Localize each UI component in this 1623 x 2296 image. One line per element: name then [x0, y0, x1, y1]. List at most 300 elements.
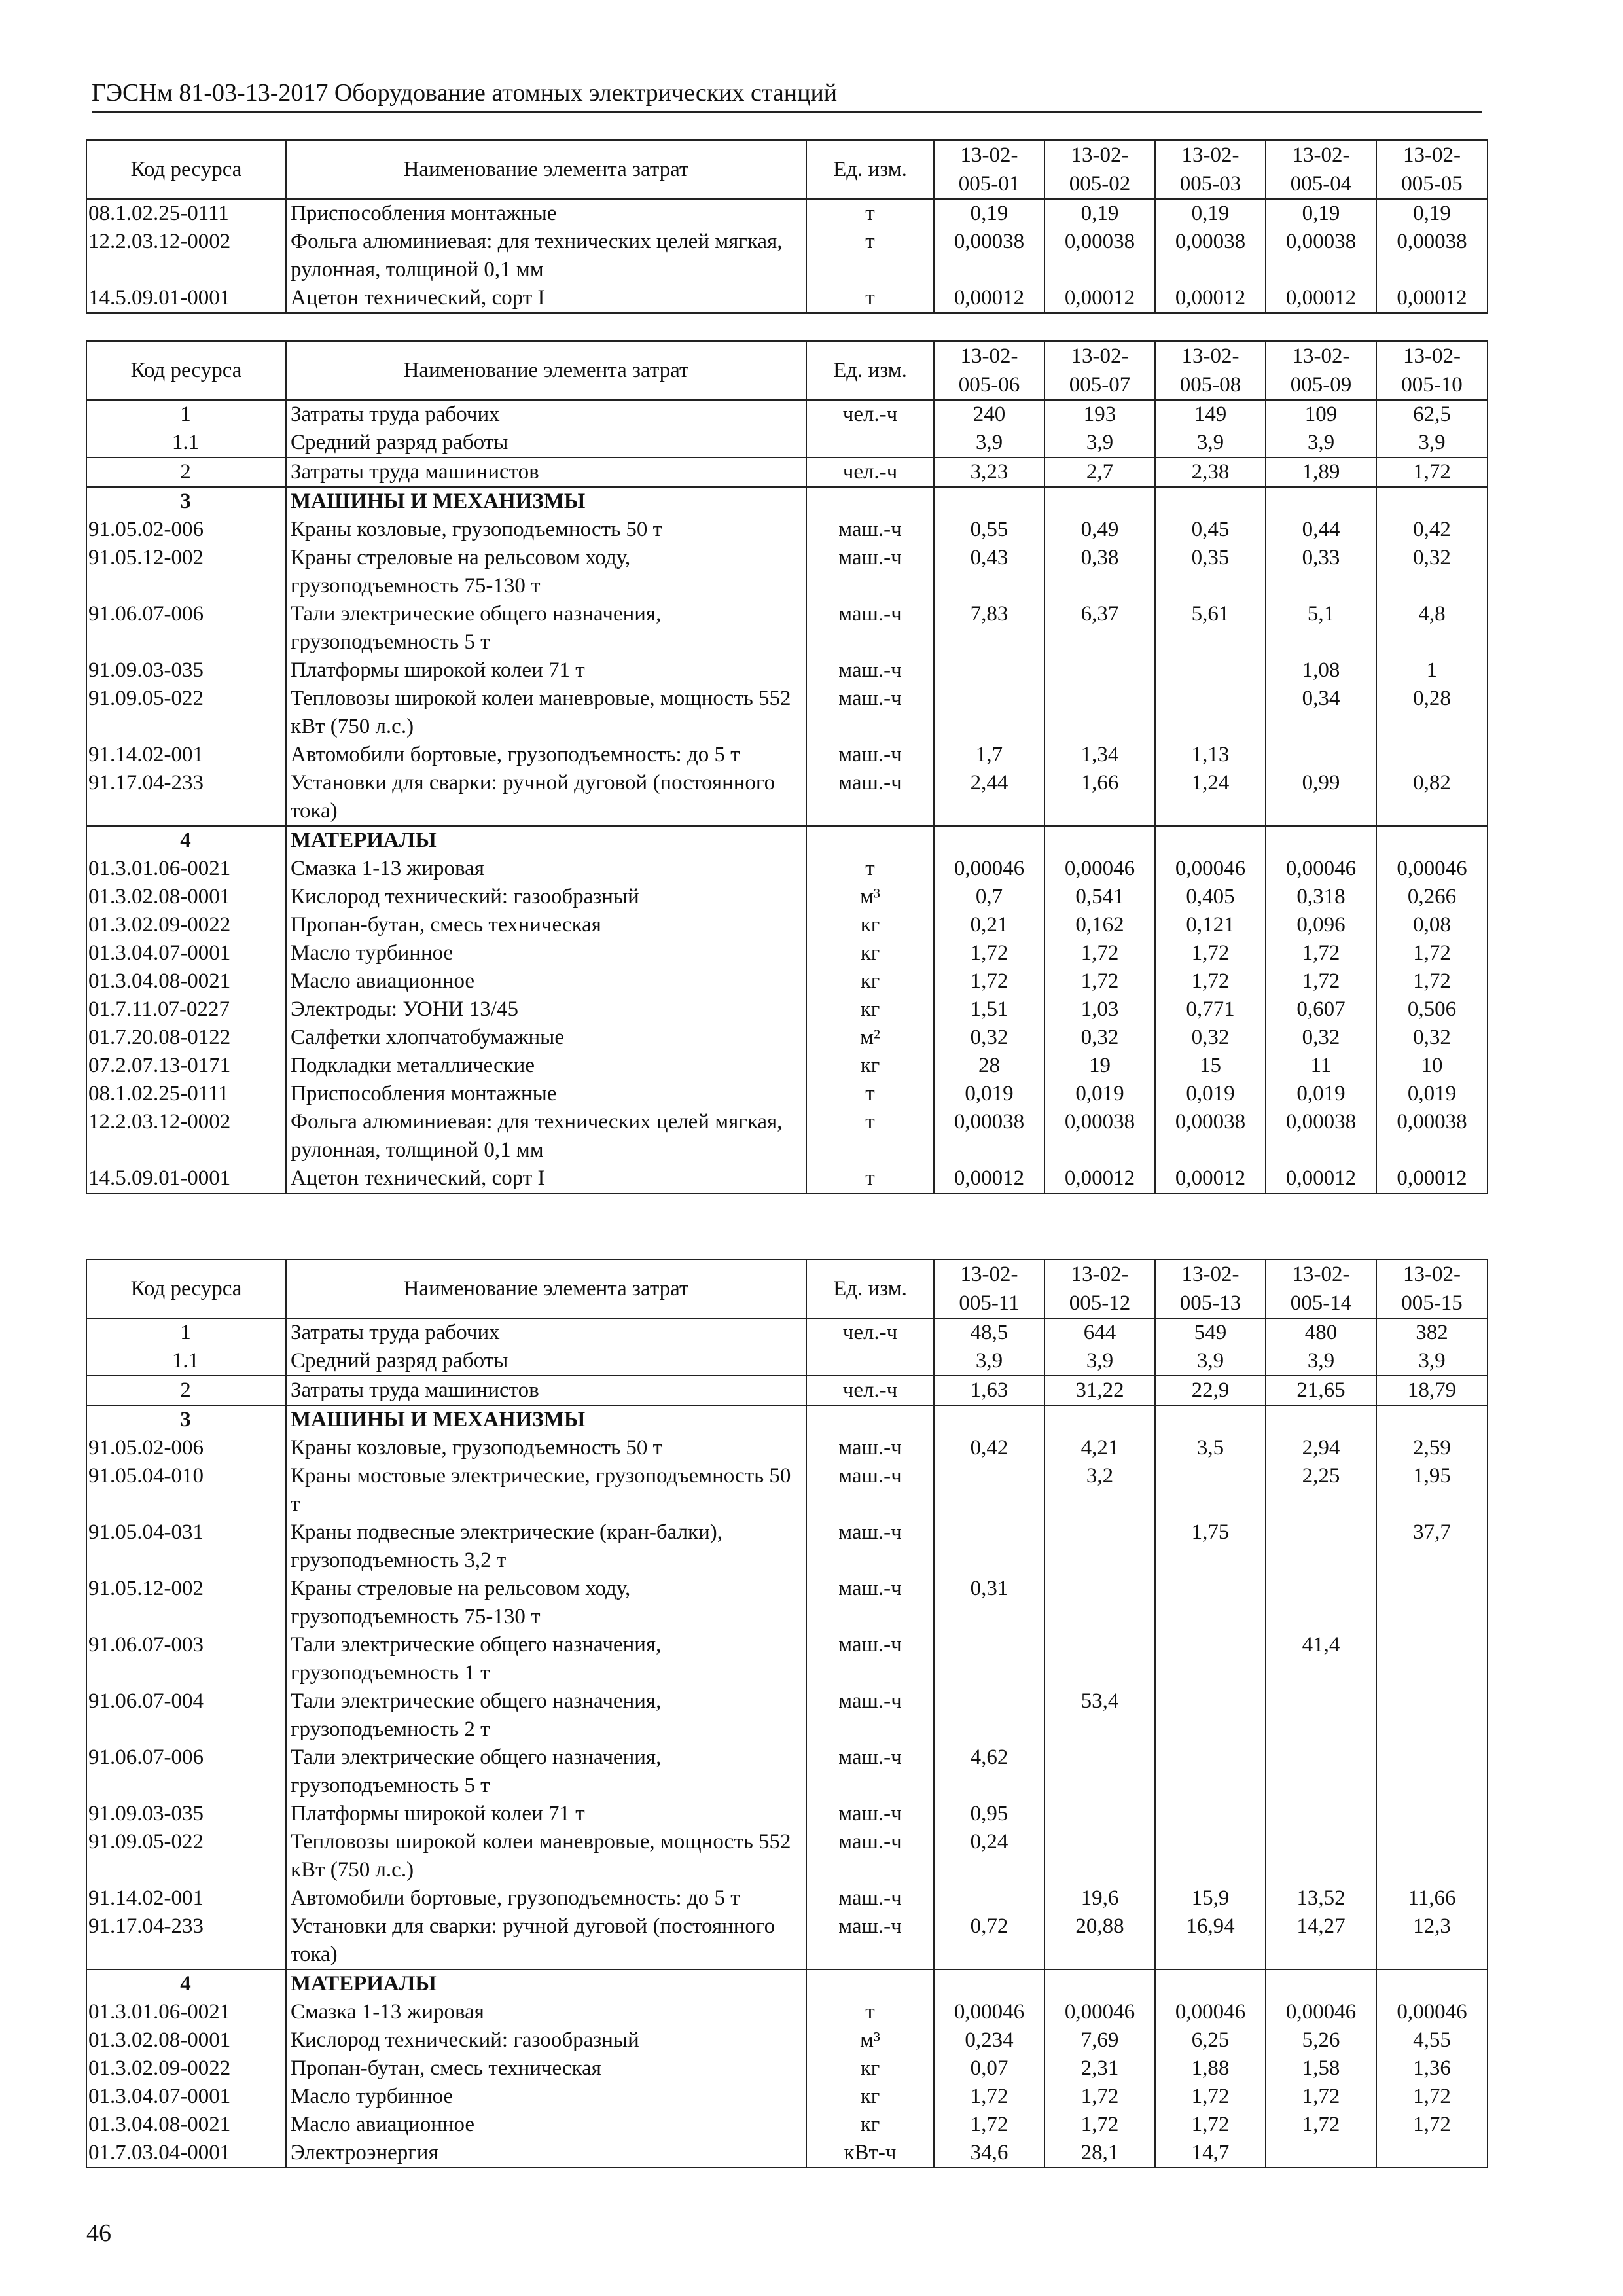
table-row [86, 457, 1488, 487]
resource-unit: кг [806, 911, 934, 939]
resource-code: 01.7.03.04-0001 [86, 2139, 286, 2168]
resource-value: 3,2 [1044, 1462, 1155, 1518]
resource-value: 0,45 [1155, 516, 1266, 544]
resource-code: 4 [86, 1969, 286, 1998]
table-row [86, 284, 1488, 313]
resource-code: 91.05.04-010 [86, 1462, 286, 1518]
resource-value: 0,19 [1266, 199, 1376, 228]
resource-value: 193 [1044, 400, 1155, 429]
resource-value: 3,9 [1044, 1347, 1155, 1376]
header-name: Наименование элемента затрат [286, 341, 806, 400]
resource-value [1376, 1800, 1488, 1828]
resource-value: 19,6 [1044, 1884, 1155, 1912]
resource-value: 62,5 [1376, 400, 1488, 429]
resource-value [1044, 1405, 1155, 1434]
resource-code: 08.1.02.25-0111 [86, 1080, 286, 1108]
resource-value: 0,096 [1266, 911, 1376, 939]
header-unit: Ед. изм. [806, 140, 934, 199]
resource-value: 0,019 [934, 1080, 1044, 1108]
resource-value: 0,00038 [1266, 1108, 1376, 1164]
resource-value: 0,00012 [934, 1164, 1044, 1193]
header-norm-code: 13-02- 005-15 [1376, 1259, 1488, 1318]
header-code: Код ресурса [86, 341, 286, 400]
resource-value [1376, 487, 1488, 516]
resource-unit: маш.-ч [806, 544, 934, 600]
resource-unit [806, 826, 934, 855]
resource-value [1155, 1744, 1266, 1800]
resource-value: 3,5 [1155, 1434, 1266, 1462]
resource-value [1376, 1687, 1488, 1744]
resource-value: 0,19 [1044, 199, 1155, 228]
table-row [86, 855, 1488, 883]
resource-value [1044, 1969, 1155, 1998]
resource-value [1044, 1518, 1155, 1575]
resource-value [1044, 1744, 1155, 1800]
table-row [86, 1969, 1488, 1998]
resource-name: Установки для сварки: ручной дуговой (постоянного тока) [286, 1912, 806, 1969]
resource-value [1155, 1405, 1266, 1434]
resource-value: 0,7 [934, 883, 1044, 911]
header-norm-code: 13-02- 005-05 [1376, 140, 1488, 199]
resource-value: 109 [1266, 400, 1376, 429]
resource-unit: маш.-ч [806, 685, 934, 741]
resource-value [1266, 1405, 1376, 1434]
resource-value: 3,9 [934, 429, 1044, 457]
resource-value: 3,9 [1266, 1347, 1376, 1376]
resource-value [934, 826, 1044, 855]
resource-value: 14,27 [1266, 1912, 1376, 1969]
resource-value: 1,72 [1155, 939, 1266, 967]
resource-unit: маш.-ч [806, 656, 934, 685]
resource-name: Тали электрические общего назначения, грузоподъемность 5 т [286, 1744, 806, 1800]
resource-unit: чел.-ч [806, 400, 934, 429]
resource-name: Автомобили бортовые, грузоподъемность: до 5 т [286, 1884, 806, 1912]
header-norm-code: 13-02- 005-13 [1155, 1259, 1266, 1318]
resource-value: 0,00046 [1266, 855, 1376, 883]
resource-name: Платформы широкой колеи 71 т [286, 656, 806, 685]
resource-unit: маш.-ч [806, 1884, 934, 1912]
resource-code: 01.7.11.07-0227 [86, 996, 286, 1024]
resource-value [934, 685, 1044, 741]
resource-value [1155, 685, 1266, 741]
resource-unit: кг [806, 2054, 934, 2083]
resource-value [1044, 487, 1155, 516]
resource-value: 2,94 [1266, 1434, 1376, 1462]
resource-value [1376, 1744, 1488, 1800]
resource-code: 01.3.04.08-0021 [86, 2111, 286, 2139]
resource-value [1376, 1405, 1488, 1434]
resource-value [1155, 1969, 1266, 1998]
resource-unit [806, 429, 934, 457]
resource-value: 7,69 [1044, 2026, 1155, 2054]
table-row [86, 1108, 1488, 1164]
resource-value: 1,72 [1266, 2083, 1376, 2111]
resource-value: 0,00038 [934, 228, 1044, 284]
resource-value: 0,32 [1376, 544, 1488, 600]
resource-value: 1,72 [934, 2111, 1044, 2139]
resource-unit: маш.-ч [806, 1912, 934, 1969]
resource-unit: кг [806, 996, 934, 1024]
table-row [86, 516, 1488, 544]
resource-value: 1,58 [1266, 2054, 1376, 2083]
header-unit: Ед. изм. [806, 1259, 934, 1318]
resource-value: 0,019 [1266, 1080, 1376, 1108]
resource-value [1266, 1744, 1376, 1800]
resource-value [1044, 1800, 1155, 1828]
header-code: Код ресурса [86, 1259, 286, 1318]
header-norm-code: 13-02- 005-06 [934, 341, 1044, 400]
table-row [86, 826, 1488, 855]
resource-value: 53,4 [1044, 1687, 1155, 1744]
resource-unit: т [806, 855, 934, 883]
resource-value: 1,03 [1044, 996, 1155, 1024]
resource-value: 0,19 [934, 199, 1044, 228]
resource-value: 0,19 [1376, 199, 1488, 228]
resource-value: 0,00012 [1155, 284, 1266, 313]
resource-value: 0,28 [1376, 685, 1488, 741]
resource-value: 1,72 [1376, 967, 1488, 996]
table-row [86, 685, 1488, 741]
resource-value: 0,19 [1155, 199, 1266, 228]
resource-name: Кислород технический: газообразный [286, 2026, 806, 2054]
table-row [86, 1024, 1488, 1052]
resource-code: 01.3.02.09-0022 [86, 2054, 286, 2083]
table-row [86, 1575, 1488, 1631]
resource-code: 91.14.02-001 [86, 1884, 286, 1912]
resource-name: Тепловозы широкой колеи маневровые, мощность 552 кВт (750 л.с.) [286, 1828, 806, 1884]
resource-value: 1,72 [1044, 2083, 1155, 2111]
resource-name: Пропан-бутан, смесь техническая [286, 2054, 806, 2083]
resource-value: 0,00038 [1044, 228, 1155, 284]
table-row [86, 967, 1488, 996]
table-row [86, 1164, 1488, 1193]
table-row [86, 741, 1488, 769]
resource-code: 07.2.07.13-0171 [86, 1052, 286, 1080]
resource-unit: т [806, 228, 934, 284]
resource-unit: кг [806, 939, 934, 967]
resource-value: 41,4 [1266, 1631, 1376, 1687]
resource-name: Средний разряд работы [286, 429, 806, 457]
resource-value: 1 [1376, 656, 1488, 685]
resource-code: 01.3.04.08-0021 [86, 967, 286, 996]
resource-value: 240 [934, 400, 1044, 429]
resource-name: Масло турбинное [286, 939, 806, 967]
resource-value: 0,00046 [1155, 1998, 1266, 2026]
resource-unit: чел.-ч [806, 457, 934, 487]
table-row [86, 1744, 1488, 1800]
resource-value: 1,72 [1266, 967, 1376, 996]
resource-code: 1.1 [86, 429, 286, 457]
resource-value: 382 [1376, 1318, 1488, 1347]
resource-value: 0,49 [1044, 516, 1155, 544]
resource-unit: т [806, 1080, 934, 1108]
resource-name: Автомобили бортовые, грузоподъемность: до 5 т [286, 741, 806, 769]
resource-code: 91.09.03-035 [86, 1800, 286, 1828]
resource-value [1044, 1575, 1155, 1631]
resource-value [1376, 1828, 1488, 1884]
resource-value: 0,33 [1266, 544, 1376, 600]
resource-name: МАТЕРИАЛЫ [286, 1969, 806, 1998]
resource-value: 11,66 [1376, 1884, 1488, 1912]
resource-value: 48,5 [934, 1318, 1044, 1347]
resource-value: 0,32 [1376, 1024, 1488, 1052]
resource-value: 0,00012 [1266, 1164, 1376, 1193]
resource-name: Краны стреловые на рельсовом ходу, грузоподъемность 75-130 т [286, 544, 806, 600]
resource-unit: маш.-ч [806, 1631, 934, 1687]
resource-name: Смазка 1-13 жировая [286, 1998, 806, 2026]
header-norm-code: 13-02- 005-09 [1266, 341, 1376, 400]
table-header-row [86, 1259, 1488, 1318]
resource-value: 28 [934, 1052, 1044, 1080]
resource-value: 0,00046 [1266, 1998, 1376, 2026]
resource-value: 1,66 [1044, 769, 1155, 826]
table-row [86, 1347, 1488, 1376]
resource-unit: маш.-ч [806, 1828, 934, 1884]
resource-value [934, 1884, 1044, 1912]
resource-unit: маш.-ч [806, 1462, 934, 1518]
resource-value: 0,00038 [1376, 228, 1488, 284]
resource-unit: т [806, 199, 934, 228]
resource-value: 1,24 [1155, 769, 1266, 826]
resource-table-1 [86, 139, 1488, 314]
resource-value [1266, 1969, 1376, 1998]
resource-name: Тали электрические общего назначения, грузоподъемность 1 т [286, 1631, 806, 1687]
resource-value [1155, 1631, 1266, 1687]
resource-value: 0,42 [1376, 516, 1488, 544]
resource-name: Электроды: УОНИ 13/45 [286, 996, 806, 1024]
header-norm-code: 13-02- 005-11 [934, 1259, 1044, 1318]
resource-value [1266, 1800, 1376, 1828]
resource-value: 13,52 [1266, 1884, 1376, 1912]
resource-value [1266, 1575, 1376, 1631]
resource-value: 0,21 [934, 911, 1044, 939]
resource-value: 0,43 [934, 544, 1044, 600]
resource-value [1044, 826, 1155, 855]
table-row [86, 996, 1488, 1024]
resource-value: 0,72 [934, 1912, 1044, 1969]
resource-value: 16,94 [1155, 1912, 1266, 1969]
resource-value: 4,62 [934, 1744, 1044, 1800]
resource-value: 3,9 [1376, 429, 1488, 457]
resource-unit: т [806, 1998, 934, 2026]
resource-name: Кислород технический: газообразный [286, 883, 806, 911]
resource-value: 1,88 [1155, 2054, 1266, 2083]
resource-value: 0,00046 [1044, 855, 1155, 883]
resource-code: 91.06.07-003 [86, 1631, 286, 1687]
header-name: Наименование элемента затрат [286, 1259, 806, 1318]
table-row [86, 1800, 1488, 1828]
resource-value: 5,1 [1266, 600, 1376, 656]
resource-code: 91.09.05-022 [86, 685, 286, 741]
resource-unit: маш.-ч [806, 1800, 934, 1828]
resource-value: 1,72 [1376, 939, 1488, 967]
resource-value: 0,162 [1044, 911, 1155, 939]
resource-value: 2,7 [1044, 457, 1155, 487]
resource-value [1155, 1687, 1266, 1744]
resource-code: 91.09.03-035 [86, 656, 286, 685]
resource-value: 2,31 [1044, 2054, 1155, 2083]
resource-value: 19 [1044, 1052, 1155, 1080]
resource-value: 3,9 [934, 1347, 1044, 1376]
resource-value: 0,019 [1155, 1080, 1266, 1108]
resource-value: 0,019 [1376, 1080, 1488, 1108]
resource-value: 4,8 [1376, 600, 1488, 656]
resource-unit: кВт-ч [806, 2139, 934, 2168]
resource-value: 37,7 [1376, 1518, 1488, 1575]
table-row [86, 656, 1488, 685]
resource-value [1266, 1518, 1376, 1575]
resource-value: 1,72 [934, 939, 1044, 967]
resource-value [934, 1969, 1044, 1998]
resource-value: 0,234 [934, 2026, 1044, 2054]
resource-name: Электроэнергия [286, 2139, 806, 2168]
resource-name: Установки для сварки: ручной дуговой (постоянного тока) [286, 769, 806, 826]
resource-code: 91.17.04-233 [86, 769, 286, 826]
resource-value: 0,44 [1266, 516, 1376, 544]
resource-value: 549 [1155, 1318, 1266, 1347]
resource-unit: м³ [806, 2026, 934, 2054]
resource-value: 7,83 [934, 600, 1044, 656]
resource-value [934, 656, 1044, 685]
resource-code: 01.3.01.06-0021 [86, 855, 286, 883]
resource-value [1376, 1575, 1488, 1631]
resource-value: 0,38 [1044, 544, 1155, 600]
header-norm-code: 13-02- 005-08 [1155, 341, 1266, 400]
resource-code: 01.3.02.08-0001 [86, 2026, 286, 2054]
resource-value: 1,72 [1376, 2083, 1488, 2111]
resource-value: 0,318 [1266, 883, 1376, 911]
resource-value: 0,32 [1155, 1024, 1266, 1052]
header-unit: Ед. изм. [806, 341, 934, 400]
resource-value: 0,00012 [1044, 1164, 1155, 1193]
resource-value [1155, 1575, 1266, 1631]
resource-value: 14,7 [1155, 2139, 1266, 2168]
table-row [86, 544, 1488, 600]
resource-value: 1,72 [1044, 967, 1155, 996]
resource-name: МАТЕРИАЛЫ [286, 826, 806, 855]
resource-value: 0,00012 [1376, 284, 1488, 313]
resource-value [1155, 487, 1266, 516]
resource-value: 0,35 [1155, 544, 1266, 600]
table-row [86, 1687, 1488, 1744]
resource-value: 0,266 [1376, 883, 1488, 911]
resource-value: 3,9 [1155, 429, 1266, 457]
resource-value: 2,25 [1266, 1462, 1376, 1518]
resource-value: 0,00046 [1155, 855, 1266, 883]
resource-unit: маш.-ч [806, 516, 934, 544]
resource-unit: чел.-ч [806, 1376, 934, 1405]
resource-value: 0,121 [1155, 911, 1266, 939]
resource-value: 4,55 [1376, 2026, 1488, 2054]
resource-value: 2,44 [934, 769, 1044, 826]
resource-value: 1,72 [1376, 2111, 1488, 2139]
resource-value: 1,72 [1376, 457, 1488, 487]
resource-unit: т [806, 1164, 934, 1193]
resource-value: 1,7 [934, 741, 1044, 769]
resource-code: 01.3.01.06-0021 [86, 1998, 286, 2026]
resource-value: 18,79 [1376, 1376, 1488, 1405]
resource-value [1155, 1828, 1266, 1884]
resource-code: 1 [86, 1318, 286, 1347]
header-norm-code: 13-02- 005-14 [1266, 1259, 1376, 1318]
resource-value [1376, 2139, 1488, 2168]
table-row [86, 1405, 1488, 1434]
resource-unit: кг [806, 2083, 934, 2111]
resource-value: 28,1 [1044, 2139, 1155, 2168]
resource-code: 01.3.02.08-0001 [86, 883, 286, 911]
resource-name: Краны подвесные электрические (кран-балки), грузоподъемность 3,2 т [286, 1518, 806, 1575]
header-norm-code: 13-02- 005-07 [1044, 341, 1155, 400]
resource-unit: кг [806, 967, 934, 996]
resource-value [1044, 685, 1155, 741]
table-row [86, 2139, 1488, 2168]
resource-value: 149 [1155, 400, 1266, 429]
table-row [86, 1434, 1488, 1462]
resource-unit: чел.-ч [806, 1318, 934, 1347]
resource-name: Средний разряд работы [286, 1347, 806, 1376]
resource-value: 1,36 [1376, 2054, 1488, 2083]
table-row [86, 1052, 1488, 1080]
resource-value: 0,00038 [1376, 1108, 1488, 1164]
resource-value [1044, 656, 1155, 685]
resource-value: 0,31 [934, 1575, 1044, 1631]
resource-value [1376, 1969, 1488, 1998]
resource-value [1155, 1462, 1266, 1518]
header-norm-code: 13-02- 005-02 [1044, 140, 1155, 199]
table-row [86, 1318, 1488, 1347]
resource-code: 91.09.05-022 [86, 1828, 286, 1884]
resource-unit: м² [806, 1024, 934, 1052]
resource-value: 20,88 [1044, 1912, 1155, 1969]
resource-unit: маш.-ч [806, 1434, 934, 1462]
resource-value: 0,00046 [1376, 855, 1488, 883]
resource-value: 1,89 [1266, 457, 1376, 487]
resource-unit: кг [806, 1052, 934, 1080]
resource-value: 0,00012 [1376, 1164, 1488, 1193]
resource-name: Затраты труда машинистов [286, 457, 806, 487]
resource-code: 01.3.04.07-0001 [86, 939, 286, 967]
resource-value: 1,72 [1155, 2111, 1266, 2139]
resource-value [934, 1687, 1044, 1744]
resource-name: МАШИНЫ И МЕХАНИЗМЫ [286, 487, 806, 516]
resource-name: Краны козловые, грузоподъемность 50 т [286, 1434, 806, 1462]
header-norm-code: 13-02- 005-04 [1266, 140, 1376, 199]
resource-code: 12.2.03.12-0002 [86, 228, 286, 284]
resource-value: 2,59 [1376, 1434, 1488, 1462]
resource-name: Приспособления монтажные [286, 1080, 806, 1108]
resource-name: Масло авиационное [286, 967, 806, 996]
resource-value: 1,63 [934, 1376, 1044, 1405]
resource-code: 2 [86, 457, 286, 487]
resource-value: 0,34 [1266, 685, 1376, 741]
resource-value [1266, 487, 1376, 516]
resource-value: 6,25 [1155, 2026, 1266, 2054]
table-row [86, 939, 1488, 967]
resource-unit [806, 487, 934, 516]
resource-value: 0,82 [1376, 769, 1488, 826]
table-row [86, 429, 1488, 457]
resource-value [934, 1631, 1044, 1687]
resource-value [1376, 1631, 1488, 1687]
document-header: ГЭСНм 81-03-13-2017 Оборудование атомных электрических станций [92, 77, 1482, 113]
resource-value: 1,13 [1155, 741, 1266, 769]
table-row [86, 1884, 1488, 1912]
header-name: Наименование элемента затрат [286, 140, 806, 199]
resource-value [1155, 656, 1266, 685]
resource-table-3 [86, 1259, 1488, 2168]
resource-value: 0,00012 [934, 284, 1044, 313]
resource-name: Краны козловые, грузоподъемность 50 т [286, 516, 806, 544]
